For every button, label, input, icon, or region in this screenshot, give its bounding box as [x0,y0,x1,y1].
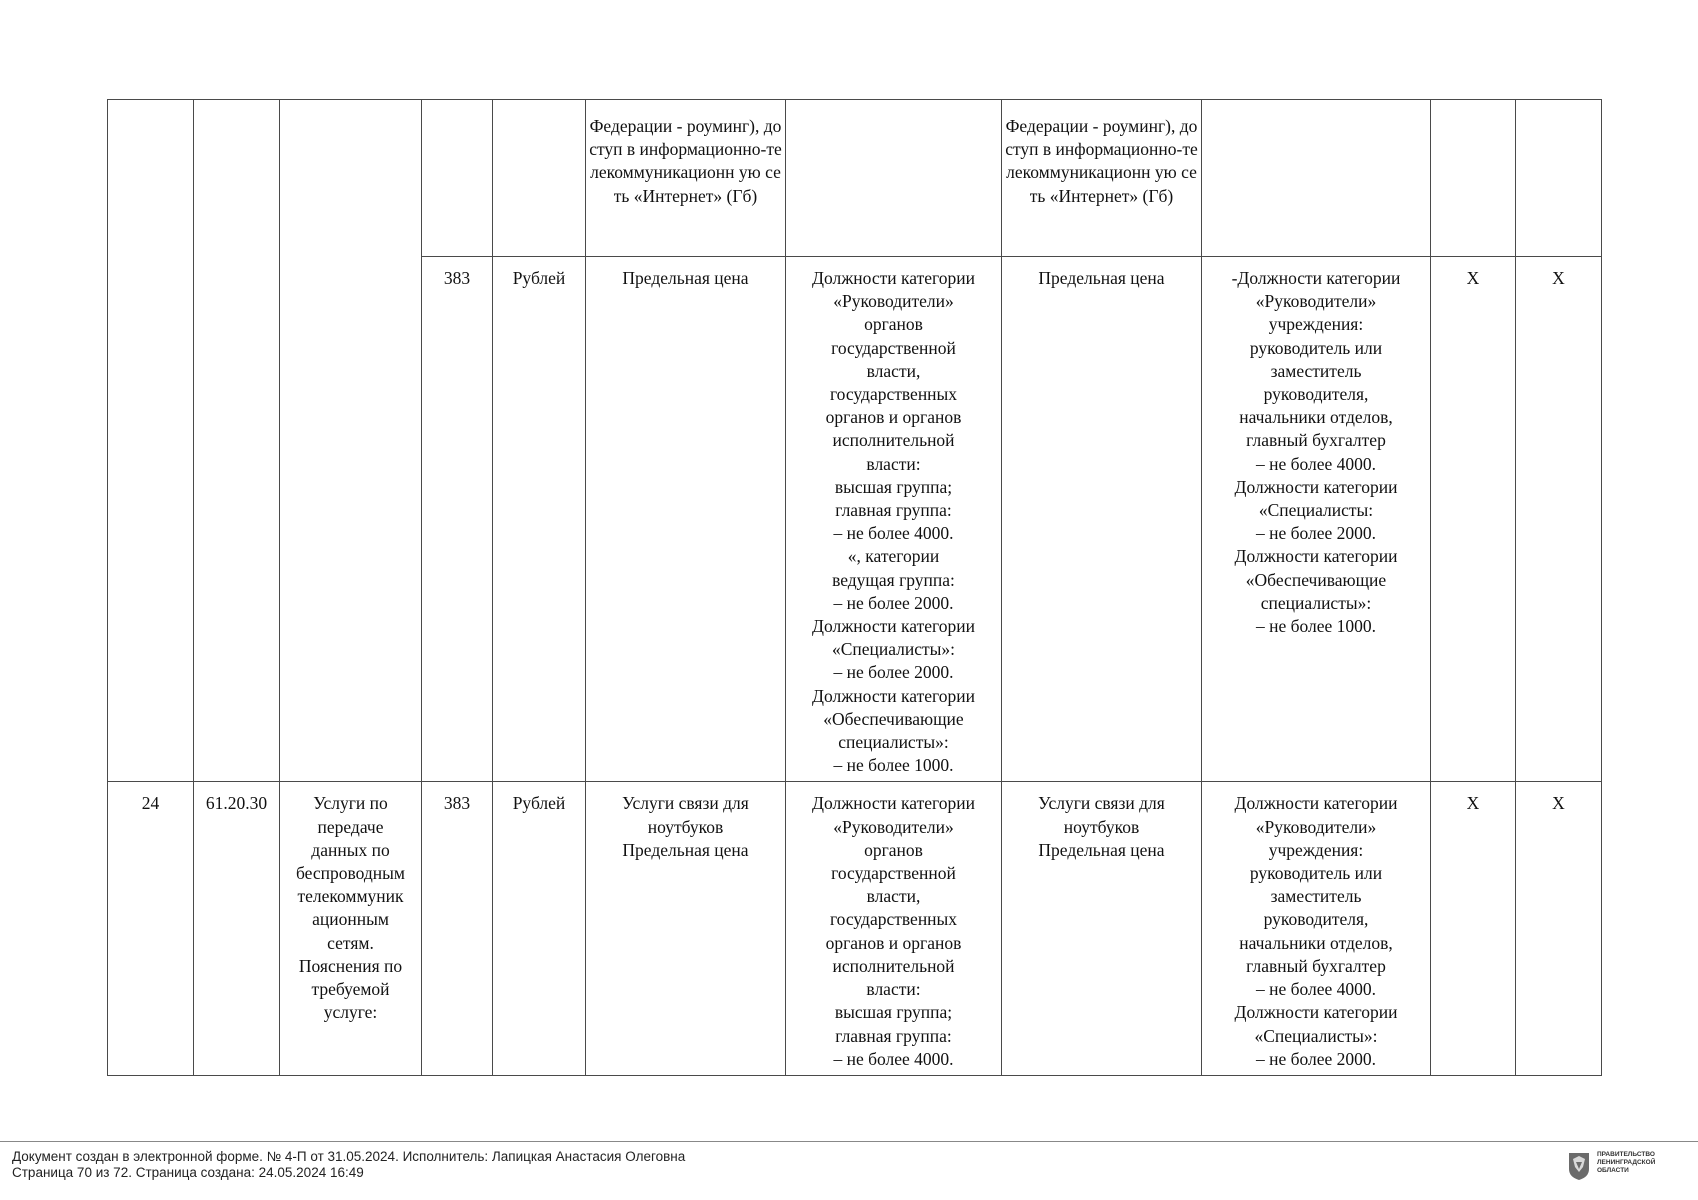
table-cell: Услуги связи для ноутбуков Предельная цена [586,782,786,1075]
footer-page-info: Страница 70 из 72. Страница создана: 24.05.2024 16:49 [12,1165,364,1180]
table-cell: X [1431,782,1516,1075]
coat-of-arms-icon [1567,1151,1591,1181]
table-row [108,782,1602,1075]
page-footer [12,1149,685,1181]
table-cell: X [1516,257,1602,782]
table-cell: 61.20.30 [194,782,280,1075]
table-cell [1202,100,1431,257]
table-cell: Рублей [493,257,586,782]
table-cell [1431,100,1516,257]
table-cell: Должности категории «Руководители» учреждения: руководитель или заместитель руководителя, начальники отделов, главный бухгалтер – не более 4000. Должности категории «Специалисты»: – не более 2000. [1202,782,1431,1075]
table-cell [280,100,422,782]
footer-document-info: Документ создан в электронной форме. № 4-П от 31.05.2024. Исполнитель: Лапицкая Анастасия Олеговна [12,1149,686,1164]
table-cell [194,100,280,782]
table-cell: Рублей [493,782,586,1075]
government-logo [1567,1151,1687,1181]
table-cell: Предельная цена [586,257,786,782]
table-cell [786,100,1002,257]
table-cell: X [1516,782,1602,1075]
table-cell: -Должности категории «Руководители» учреждения: руководитель или заместитель руководителя, начальники отделов, главный бухгалтер – не более 4000. Должности категории «Специалисты: – не более 2000. Должности категории «Обеспечивающие специалисты»: – не более 1000. [1202,257,1431,782]
table-cell: Предельная цена [1002,257,1202,782]
table-cell: Должности категории «Руководители» органов государственной власти, государственных органов и органов исполнительной власти: высшая группа; главная группа: – не более 4000. «, категории ведущая группа: – не более 2000. Должности категории «Специалисты»: – не более 2000. Должности категории «Обеспечивающие специалисты»: – не более 1000. [786,257,1002,782]
table-cell: 383 [422,782,493,1075]
table-cell: 383 [422,257,493,782]
footer-divider [0,1141,1698,1142]
table-cell [108,100,194,782]
table-cell: Услуги по передаче данных по беспроводным телекоммуник ационным сетям. Пояснения по требуемой услуге: [280,782,422,1075]
table-cell [422,100,493,257]
logo-text: ПРАВИТЕЛЬСТВО ЛЕНИНГРАДСКОЙ ОБЛАСТИ [1597,1151,1656,1174]
table-cell: X [1431,257,1516,782]
document-table [107,99,1602,1076]
table-cell [493,100,586,257]
table-cell [1516,100,1602,257]
table-cell: Федерации - роуминг), доступ в информационно-телекоммуникационн ую сеть «Интернет» (Гб) [586,100,786,257]
table-cell: Федерации - роуминг), доступ в информационно-телекоммуникационн ую сеть «Интернет» (Гб) [1002,100,1202,257]
table-cell: 24 [108,782,194,1075]
table-cell: Услуги связи для ноутбуков Предельная цена [1002,782,1202,1075]
table-row [108,100,1602,257]
table-cell: Должности категории «Руководители» органов государственной власти, государственных органов и органов исполнительной власти: высшая группа; главная группа: – не более 4000. [786,782,1002,1075]
